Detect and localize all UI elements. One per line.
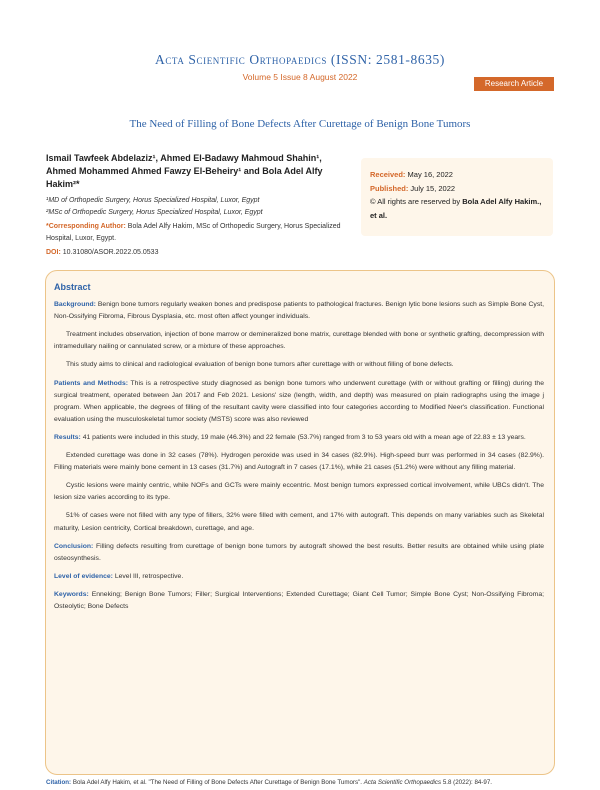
affiliation-1: ¹MD of Orthopedic Surgery, Horus Specialized Hospital, Luxor, Egypt xyxy=(46,197,260,204)
citation-authors: Bola Adel Alfy Hakim, et al. xyxy=(71,779,149,786)
published-value: July 15, 2022 xyxy=(408,183,456,193)
results-label: Results: xyxy=(54,433,81,441)
citation-footer xyxy=(46,777,554,788)
paper-title: The Need of Filling of Bone Defects After Curettage of Benign Bone Tumors xyxy=(129,118,471,130)
evidence-text: Level III, retrospective. xyxy=(112,572,184,580)
background-paragraph-3: This study aims to clinical and radiological evaluation of benign bone tumors after curettage with or without filling of bone defects. xyxy=(66,361,454,369)
keywords-label: Keywords: xyxy=(54,590,89,598)
citation-journal: Acta Scientific Orthopaedics xyxy=(363,779,442,786)
authors-block xyxy=(46,152,346,259)
conclusion-label: Conclusion: xyxy=(54,542,94,550)
issue-line: Volume 5 Issue 8 August 2022 xyxy=(242,72,358,82)
background-text: Benign bone tumors regularly weaken bones and predispose patients to pathological fractures. Benign lytic bone lesions such as Simple Bone Cyst, Non-Ossifying Fibroma, Fibrous Dysplasia, etc. most often affect younger individuals. xyxy=(54,301,544,321)
citation-ref: 5.8 (2022): 84-97. xyxy=(441,779,493,786)
abstract-box xyxy=(45,270,555,775)
conclusion-text: Filling defects resulting from curettage of benign bone tumors by autograft showed the best results. Better results are obtained while using plate osteosynthesis. xyxy=(54,542,544,562)
citation-title: "The Need of Filling of Bone Defects After Curettage of Benign Bone Tumors". xyxy=(148,779,364,786)
results-paragraph xyxy=(54,432,544,444)
results-text: 41 patients were included in this study, 19 male (46.3%) and 22 female (53.7%) ranged from 3 to 53 years old with a mean age of 22.83 ± 13 years. xyxy=(80,433,526,441)
conclusion-paragraph xyxy=(54,541,544,565)
published-date xyxy=(370,182,544,196)
background-paragraph-2: Treatment includes observation, injection of bone marrow or demineralized bone matrix, curettage blended with bone or synthetic grafting, decompression with intramedullary nailing or cannulated screw, or a mixture of these approaches. xyxy=(54,331,544,351)
doi-value[interactable]: 10.31080/ASOR.2022.05.0533 xyxy=(60,249,159,256)
doi-label: DOI: xyxy=(46,249,61,256)
rights-author: Bola Adel Alfy Hakim., et al. xyxy=(370,197,542,220)
published-label: Published: xyxy=(370,183,409,193)
affiliation-2: ²MSc of Orthopedic Surgery, Horus Specialized Hospital, Luxor, Egypt xyxy=(46,209,263,216)
evidence-paragraph xyxy=(54,571,544,583)
background-label: Background: xyxy=(54,301,96,309)
methods-paragraph xyxy=(54,378,544,426)
abstract-heading: Abstract xyxy=(54,282,91,292)
received-date xyxy=(370,168,544,182)
background-paragraph xyxy=(54,299,544,323)
doi[interactable] xyxy=(46,247,346,259)
dates-box xyxy=(361,158,553,236)
rights-text: © All rights are reserved by xyxy=(370,197,463,206)
journal-title: Acta Scientific Orthopaedics (ISSN: 2581-8635) xyxy=(154,52,446,67)
rights-notice xyxy=(370,195,544,222)
received-value: May 16, 2022 xyxy=(405,170,453,179)
corresponding-author-text: Bola Adel Alfy Hakim, MSc of Orthopedic Surgery, Horus Specialized Hospital, Luxor, Egypt. xyxy=(46,223,341,242)
methods-label: Patients and Methods: xyxy=(54,379,128,387)
author-list: Ismail Tawfeek Abdelaziz¹, Ahmed El-Badawy Mahmoud Shahin¹, Ahmed Mohammed Ahmed Fawzy El-Beheiry¹ and Bola Adel Alfy Hakim²* xyxy=(46,153,323,189)
corresponding-author-label: *Corresponding Author: xyxy=(46,223,126,230)
citation-label: Citation: xyxy=(46,779,72,786)
results-paragraph-4: 51% of cases were not filled with any type of fillers, 32% were filled with cement, and 17% with autograft. This depends on many variables such as Skeletal maturity, Lesion centricity, Cortical breakdown, curettage, and age. xyxy=(54,512,544,532)
keywords-text: Enneking; Benign Bone Tumors; Filler; Surgical Interventions; Extended Curettage; Giant Cell Tumor; Simple Bone Cyst; Non-Ossifying Fibroma; Osteolytic; Bone Defects xyxy=(54,590,544,610)
evidence-label: Level of evidence: xyxy=(54,572,113,580)
corresponding-author xyxy=(46,221,346,245)
keywords-paragraph xyxy=(54,589,544,613)
received-label: Received: xyxy=(370,170,406,179)
article-type-badge: Research Article xyxy=(474,77,554,91)
results-paragraph-3: Cystic lesions were mainly centric, while NOFs and GCTs were mainly eccentric. Most benign tumors expressed cortical involvement, while UBCs didn't. The lesion size varies according to its type. xyxy=(54,482,544,502)
methods-text: This is a retrospective study diagnosed as benign bone tumors who underwent curettage (with or without grafting or filling) during the surgical treatment, operated between Jan 2017 and Feb 2021. Lesions' size (length, width, and depth) was measured on plain radiographs using the image j program. When applicable, the degrees of filling of the resultant cavity were classified into four categories according to Modified Neer's classification. Functional evaluation using the musculoskeletal tumor society (MSTS) score was also reviewed xyxy=(54,379,544,423)
results-paragraph-2: Extended curettage was done in 32 cases (78%). Hydrogen peroxide was used in 34 cases (82.9%). High-speed burr was performed in 34 cases (82.9%). Filling materials were mainly bone cement in 13 cases (31.7%) and Autograft in 7 cases (17.1%), while 21 cases (51.2%) were without any filling material. xyxy=(54,452,544,472)
